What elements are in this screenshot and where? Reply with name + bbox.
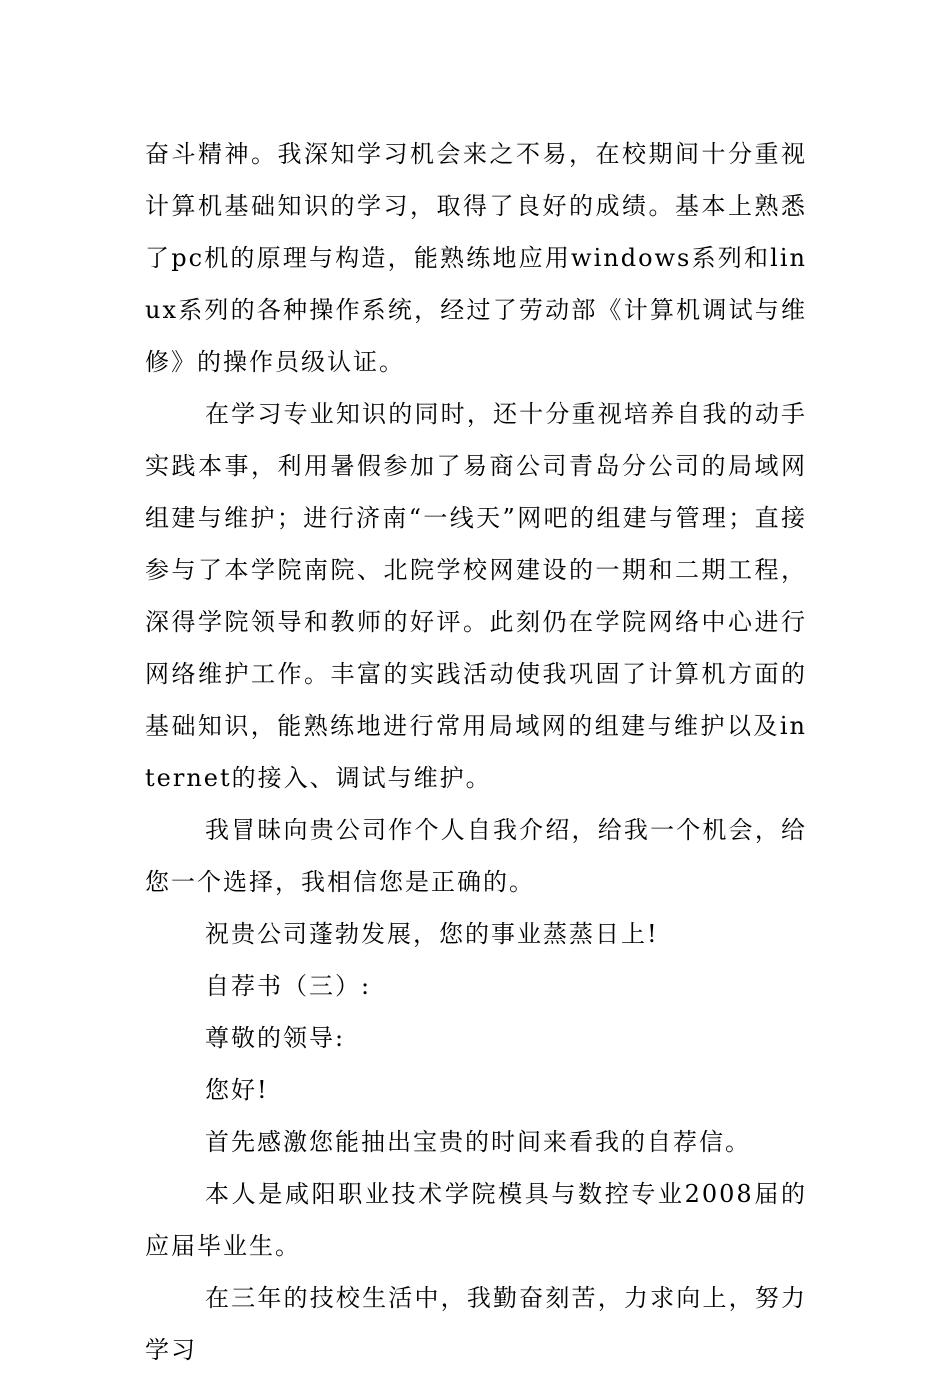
paragraph-1: 奋斗精神。我深知学习机会来之不易，在校期间十分重视计算机基础知识的学习，取得了良好的成绩。基本上熟悉了pc机的原理与构造，能熟练地应用windows系列和linux系列的各种操作系统，经过了劳动部《计算机调试与维修》的操作员级认证。	[145, 140, 807, 376]
paragraph-7: 您好!	[205, 1076, 269, 1104]
paragraph-5: 自荐书（三）:	[205, 972, 372, 1000]
paragraph-9: 本人是咸阳职业技术学院模具与数控专业2008届的应届毕业生。	[145, 1180, 807, 1260]
paragraph-10: 在三年的技校生活中，我勤奋刻苦，力求向上，努力学习	[145, 1284, 807, 1364]
paragraph-2: 在学习专业知识的同时，还十分重视培养自我的动手实践本事，利用暑假参加了易商公司青岛分公司的局域网组建与维护；进行济南“一线天”网吧的组建与管理；直接参与了本学院南院、北院学校网建设的一期和二期工程，深得学院领导和教师的好评。此刻仍在学院网络中心进行网络维护工作。丰富的实践活动使我巩固了计算机方面的基础知识，能熟练地进行常用局域网的组建与维护以及internet的接入、调试与维护。	[145, 400, 807, 792]
paragraph-4: 祝贵公司蓬勃发展，您的事业蒸蒸日上!	[205, 920, 659, 948]
document-body	[145, 128, 807, 1376]
paragraph-8: 首先感激您能抽出宝贵的时间来看我的自荐信。	[205, 1128, 751, 1156]
paragraph-3: 我冒昧向贵公司作个人自我介绍，给我一个机会，给您一个选择，我相信您是正确的。	[145, 816, 807, 896]
paragraph-6: 尊敬的领导:	[205, 1024, 346, 1052]
